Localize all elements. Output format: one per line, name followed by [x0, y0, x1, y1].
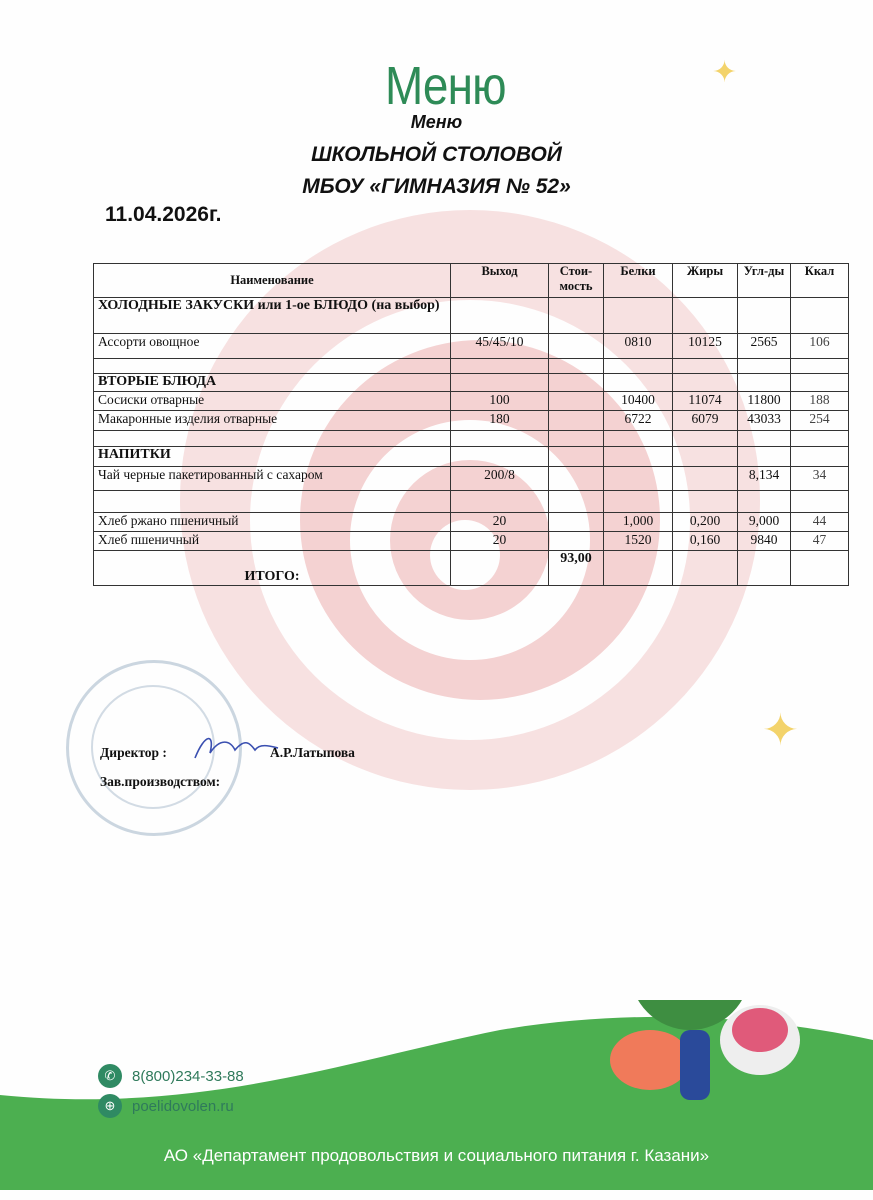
- title-line-1: Меню: [410, 112, 463, 132]
- cell-value: [549, 513, 604, 532]
- cell-value: 106: [791, 334, 849, 359]
- header-output: Выход: [451, 264, 549, 298]
- cell-value: [549, 359, 604, 374]
- menu-date: 11.04.2026г.: [105, 203, 222, 226]
- dish-name: Чай черные пакетированный с сахаром: [94, 467, 451, 491]
- cell-value: 11074: [673, 392, 738, 411]
- cell-value: 1,000: [604, 513, 673, 532]
- cell-value: 20: [451, 513, 549, 532]
- organization-name: АО «Департамент продовольствия и социального питания г. Казани»: [163, 1146, 710, 1165]
- menu-logo: Меню: [385, 56, 506, 116]
- cell-value: [791, 491, 849, 513]
- cell-value: 44: [791, 513, 849, 532]
- cell-value: [604, 431, 673, 447]
- cell-value: 11800: [738, 392, 791, 411]
- cell-value: 9,000: [738, 513, 791, 532]
- cell-value: [549, 374, 604, 392]
- website-link: poelidovolen.ru: [132, 1097, 234, 1115]
- dish-name: Макаронные изделия отварные: [94, 411, 451, 431]
- phone-number: 8(800)234-33-88: [132, 1067, 244, 1085]
- cell-value: [604, 298, 673, 334]
- cell-value: 200/8: [451, 467, 549, 491]
- cell-value: 0810: [604, 334, 673, 359]
- cell-value: [451, 491, 549, 513]
- cell-value: [738, 298, 791, 334]
- cell-value: [673, 467, 738, 491]
- cell-value: [791, 374, 849, 392]
- dish-name: Сосиски отварные: [94, 392, 451, 411]
- cell-value: 180: [451, 411, 549, 431]
- total-row: [94, 551, 849, 586]
- cell-value: [549, 532, 604, 551]
- cell-value: 20: [451, 532, 549, 551]
- cell-value: [604, 491, 673, 513]
- cell-value: [673, 447, 738, 467]
- table-row: [94, 431, 849, 447]
- cell-value: [604, 447, 673, 467]
- cell-value: 47: [791, 532, 849, 551]
- table-row: [94, 334, 849, 359]
- header-protein: Белки: [604, 264, 673, 298]
- phone-icon: ✆: [98, 1064, 122, 1088]
- total-label: ИТОГО:: [94, 551, 451, 586]
- cell-value: 10400: [604, 392, 673, 411]
- cell-value: 43033: [738, 411, 791, 431]
- cell-value: [673, 374, 738, 392]
- table-row: [94, 374, 849, 392]
- cell-value: [604, 374, 673, 392]
- table-header: [94, 264, 849, 298]
- table-row: [94, 298, 849, 334]
- table-row: [94, 392, 849, 411]
- cell-value: [604, 359, 673, 374]
- cell-value: [673, 491, 738, 513]
- cell-value: [791, 359, 849, 374]
- header-fat: Жиры: [673, 264, 738, 298]
- cell-value: [549, 411, 604, 431]
- cell-value: 9840: [738, 532, 791, 551]
- dish-name: НАПИТКИ: [94, 447, 451, 467]
- cell-value: [549, 334, 604, 359]
- cell-value: [738, 374, 791, 392]
- header-cost: Стои-мость: [549, 264, 604, 298]
- cell-value: 0,200: [673, 513, 738, 532]
- cell-value: [738, 431, 791, 447]
- cell-value: 1520: [604, 532, 673, 551]
- cell-value: 10125: [673, 334, 738, 359]
- table-row: [94, 491, 849, 513]
- cell-value: [738, 447, 791, 467]
- signature: [190, 728, 280, 768]
- cell-value: 100: [451, 392, 549, 411]
- cell-value: [604, 467, 673, 491]
- cell-value: [673, 298, 738, 334]
- dish-name: Хлеб ржано пшеничный: [94, 513, 451, 532]
- table-row: [94, 359, 849, 374]
- dish-name: ХОЛОДНЫЕ ЗАКУСКИ или 1-ое БЛЮДО (на выбор): [94, 298, 451, 334]
- cell-value: [549, 392, 604, 411]
- header-carbs: Угл-ды: [738, 264, 791, 298]
- cell-value: [549, 447, 604, 467]
- sparkle-icon: ✦: [762, 706, 799, 755]
- cell-value: [549, 431, 604, 447]
- cell-value: [738, 491, 791, 513]
- cell-value: 188: [791, 392, 849, 411]
- director-name: А.Р.Латыпова: [270, 745, 355, 760]
- total-value: 93,00: [549, 551, 604, 586]
- cell-value: [673, 431, 738, 447]
- cell-value: [451, 298, 549, 334]
- cell-value: [738, 359, 791, 374]
- cell-value: 2565: [738, 334, 791, 359]
- cell-value: [451, 359, 549, 374]
- cell-value: 6079: [673, 411, 738, 431]
- title-line-2: ШКОЛЬНОЙ СТОЛОВОЙ: [311, 143, 562, 166]
- cell-value: [451, 447, 549, 467]
- cell-value: 34: [791, 467, 849, 491]
- dish-name: Ассорти овощное: [94, 334, 451, 359]
- cell-value: [791, 431, 849, 447]
- cell-value: [451, 431, 549, 447]
- title-line-3: МБОУ «ГИМНАЗИЯ № 52»: [302, 175, 571, 198]
- table-row: [94, 411, 849, 431]
- cell-value: [791, 447, 849, 467]
- cell-value: 6722: [604, 411, 673, 431]
- dish-name: [94, 359, 451, 374]
- cell-value: 254: [791, 411, 849, 431]
- cell-value: [673, 359, 738, 374]
- header-name: Наименование: [94, 264, 451, 298]
- cell-value: [791, 298, 849, 334]
- menu-table: [93, 263, 849, 586]
- cell-value: [549, 467, 604, 491]
- dish-name: Хлеб пшеничный: [94, 532, 451, 551]
- table-row: [94, 467, 849, 491]
- dish-name: [94, 431, 451, 447]
- director-label: Директор :: [100, 745, 167, 760]
- phone-contact: [98, 1064, 244, 1088]
- table-row: [94, 447, 849, 467]
- table-row: [94, 513, 849, 532]
- cell-value: [451, 374, 549, 392]
- cell-value: [549, 491, 604, 513]
- header-kcal: Ккал: [791, 264, 849, 298]
- table-row: [94, 532, 849, 551]
- sparkle-icon: ✦: [712, 56, 738, 89]
- globe-icon: ⊕: [98, 1094, 122, 1118]
- website-contact: [98, 1094, 234, 1118]
- cell-value: [549, 298, 604, 334]
- cell-value: 45/45/10: [451, 334, 549, 359]
- dish-name: ВТОРЫЕ БЛЮДА: [94, 374, 451, 392]
- dish-name: [94, 491, 451, 513]
- production-label: Зав.производством:: [100, 774, 221, 789]
- cell-value: 8,134: [738, 467, 791, 491]
- cell-value: 0,160: [673, 532, 738, 551]
